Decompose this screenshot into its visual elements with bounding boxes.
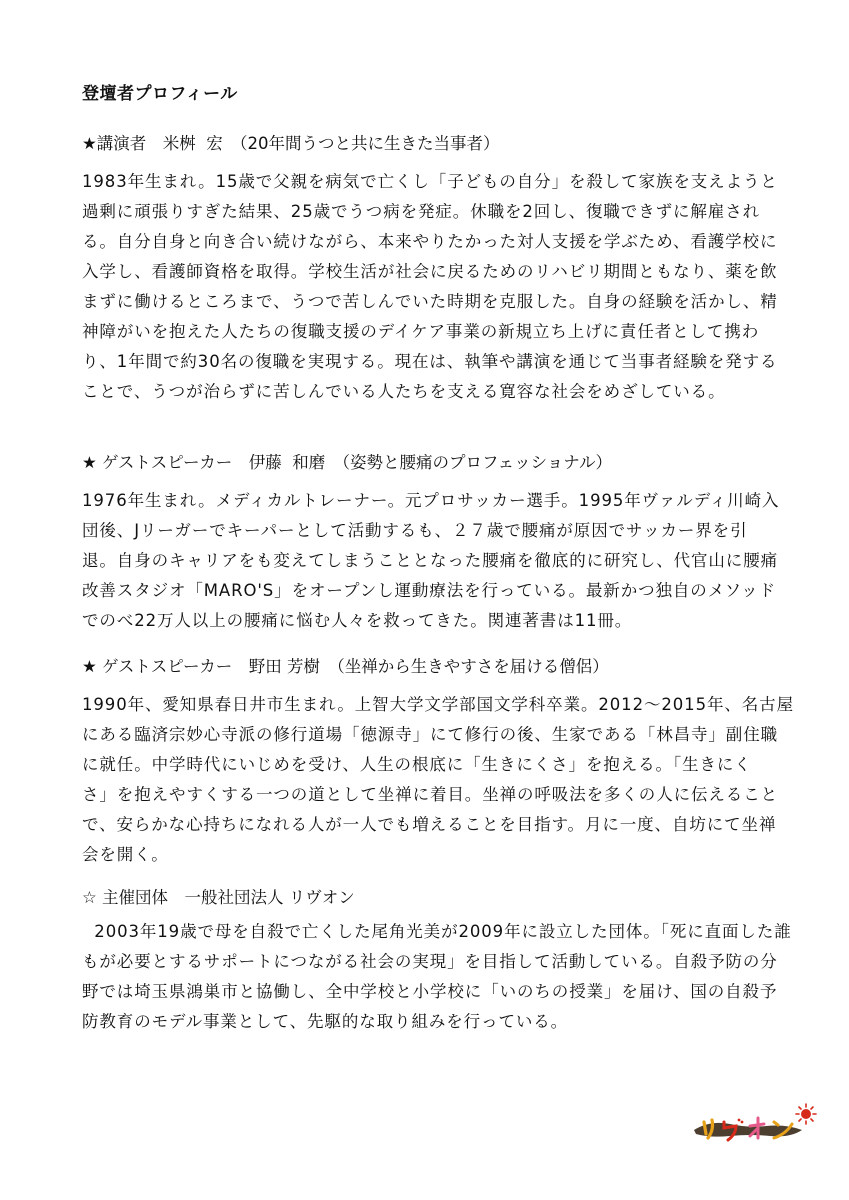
section-body <box>82 167 778 407</box>
body-line: まずに働けるところまで、うつで苦しんでいた時期を克服した。自身の経験を活かし、精 <box>82 292 778 311</box>
body-line: もが必要とするサポートにつながる社会の実現」を目指して活動している。自殺予防の分 <box>82 952 778 971</box>
section-body <box>82 917 792 1037</box>
body-line: 入学し、看護師資格を取得。学校生活が社会に戻るためのリハビリ期間ともなり、薬を飲 <box>82 262 778 281</box>
body-line: でのべ22万人以上の腰痛に悩む人々を救ってきた。関連著書は11冊。 <box>82 611 633 630</box>
body-line: 1990年、愛知県春日井市生まれ。上智大学文学部国文学科卒業。2012〜2015年、名古屋 <box>82 695 794 714</box>
body-line: 過剰に頑張りすぎた結果、25歳でうつ病を発症。休職を2回し、復職できずに解雇され <box>82 202 760 221</box>
guest-speaker-section <box>82 452 780 636</box>
body-line: 改善スタジオ「MARO'S」をオープンし運動療法を行っている。最新かつ独自のメソッド <box>82 581 776 600</box>
section-body <box>82 690 794 870</box>
guest-speaker-section <box>82 656 794 870</box>
body-line: 1983年生まれ。15歳で父親を病気で亡くし「子どもの自分」を殺して家族を支えようと <box>82 172 778 191</box>
section-heading: ☆ 主催団体 一般社団法人 リヴオン <box>82 888 355 907</box>
page-title: 登壇者プロフィール <box>82 84 238 104</box>
body-line: 団後、Jリーガーでキーパーとして活動するも、２７歳で腰痛が原因でサッカー界を引 <box>82 521 748 540</box>
body-line: ことで、うつが治らずに苦しんでいる人たちを支える寛容な社会をめざしている。 <box>82 382 726 401</box>
body-line: 野では埼玉県鴻巣市と協働し、全中学校と小学校に「いのちの授業」を届け、国の自殺予 <box>82 982 778 1001</box>
body-line: に就任。中学時代にいじめを受け、人生の根底に「生きにくさ」を抱える。「生きにく <box>82 755 752 774</box>
body-line: 1976年生まれ。メディカルトレーナー。元プロサッカー選手。1995年ヴァルディ川崎入 <box>82 491 780 510</box>
body-line: る。自分自身と向き合い続けながら、本来やりたかった対人支援を学ぶため、看護学校に <box>82 232 778 251</box>
body-line: 会を開く。 <box>82 845 169 864</box>
body-line: にある臨済宗妙心寺派の修行道場「徳源寺」にて修行の後、生家である「林昌寺」副住職 <box>82 725 778 744</box>
section-heading: ★講演者 米桝 宏 （20年間うつと共に生きた当事者） <box>82 134 500 153</box>
body-line: で、安らかな心持ちになれる人が一人でも増えることを目指す。月に一度、自坊にて坐禅 <box>82 815 777 834</box>
section-body <box>82 486 780 636</box>
organizer-section <box>82 887 792 1037</box>
section-heading: ★ ゲストスピーカー 伊藤 和磨 （姿勢と腰痛のプロフェッショナル） <box>82 453 612 472</box>
body-line: 神障がいを抱えた人たちの復職支援のデイケア事業の新規立ち上げに責任者として携わ <box>82 322 760 341</box>
body-line: さ」を抱えやすくする一つの道として坐禅に着目。坐禅の呼吸法を多くの人に伝えること <box>82 785 778 804</box>
body-line: 防教育のモデル事業として、先駆的な取り組みを行っている。 <box>82 1012 569 1031</box>
section-heading: ★ ゲストスピーカー 野田 芳樹 （坐禅から生きやすさを届ける僧侶） <box>82 657 609 676</box>
body-line: 2003年19歳で母を自殺で亡くした尾角光美が2009年に設立した団体。「死に直面した誰 <box>82 922 792 941</box>
speaker-profile-section <box>82 133 778 407</box>
rivon-logo <box>690 1100 820 1150</box>
body-line: り、1年間で約30名の復職を実現する。現在は、執筆や講演を通じて当事者経験を発する <box>82 352 778 371</box>
body-line: 退。自身のキャリアをも変えてしまうこととなった腰痛を徹底的に研究し、代官山に腰痛 <box>82 551 778 570</box>
